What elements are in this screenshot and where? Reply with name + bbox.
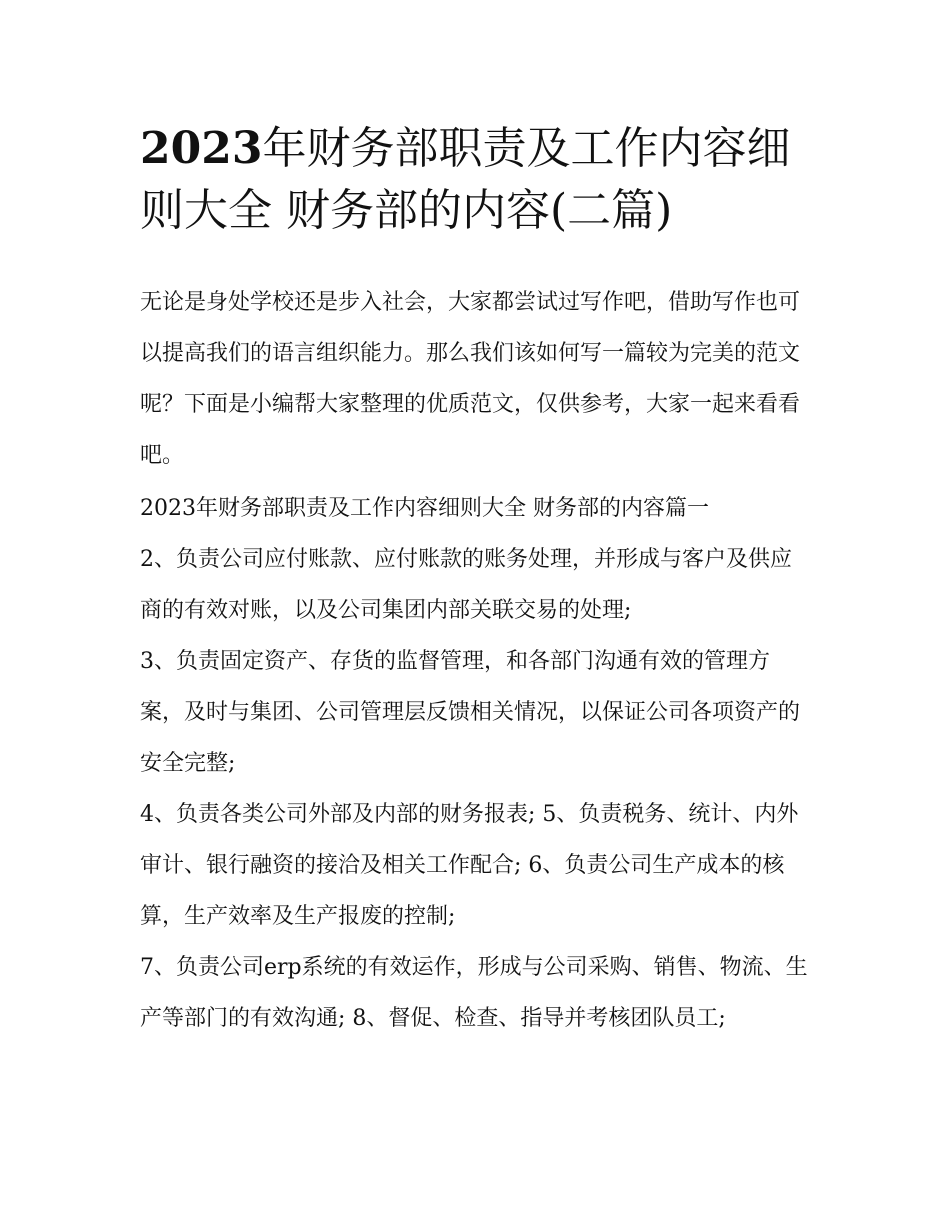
intro-paragraph: 无论是身处学校还是步入社会，大家都尝试过写作吧，借助写作也可以提高我们的语言组织能力。那么我们该如何写一篇较为完美的范文呢？下面是小编帮大家整理的优质范文，仅供参考，大家一起来看看吧。 (140, 290, 801, 468)
document-body (140, 277, 812, 1044)
duty-item-2: 2、负责公司应付账款、应付账款的账务处理，并形成与客户及供应商的有效对账，以及公司集团内部关联交易的处理; (140, 547, 792, 623)
title-year: 2023 (140, 123, 263, 174)
duty-item-7-8: 7、负责公司erp系统的有效运作，形成与公司采购、销售、物流、生产等部门的有效沟通; 8、督促、检查、指导并考核团队员工; (140, 955, 808, 1031)
section-heading: 2023年财务部职责及工作内容细则大全 财务部的内容篇一 (140, 496, 709, 521)
document-title (140, 118, 820, 242)
title-text: 年财务部职责及工作内容细则大全 财务部的内容(二篇) (140, 123, 791, 236)
duty-item-4-6: 4、负责各类公司外部及内部的财务报表; 5、负责税务、统计、内外审计、银行融资的接洽及相关工作配合; 6、负责公司生产成本的核算，生产效率及生产报废的控制; (140, 802, 799, 929)
document-page (140, 0, 820, 1229)
duty-item-3: 3、负责固定资产、存货的监督管理，和各部门沟通有效的管理方案，及时与集团、公司管理层反馈相关情况，以保证公司各项资产的安全完整; (140, 649, 801, 776)
